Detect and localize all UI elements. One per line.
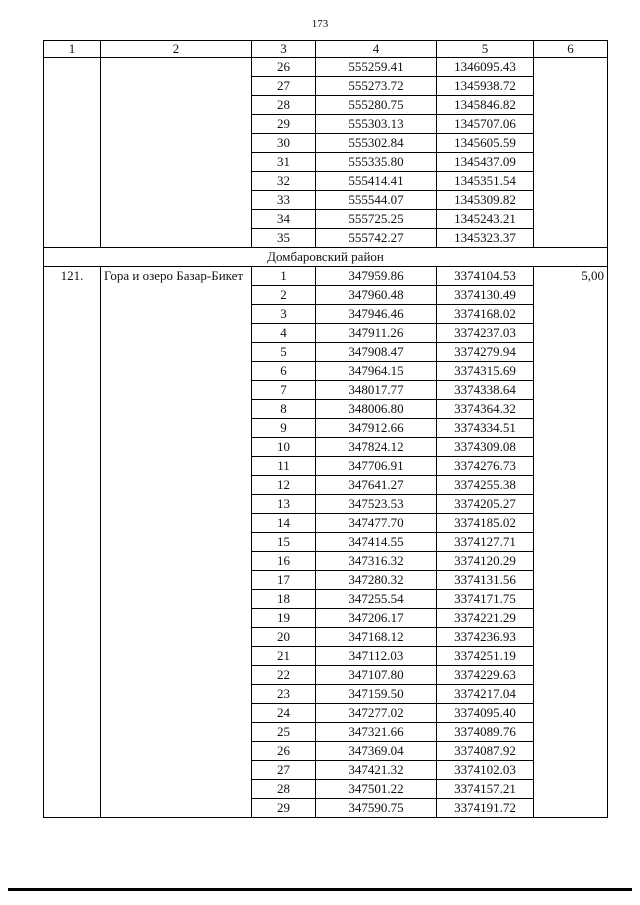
coord-x: 347206.17 <box>316 609 437 628</box>
coord-y: 3374315.69 <box>437 362 534 381</box>
coord-y: 3374236.93 <box>437 628 534 647</box>
coord-y: 3374205.27 <box>437 495 534 514</box>
coord-y: 1345309.82 <box>437 191 534 210</box>
coord-x: 555280.75 <box>316 96 437 115</box>
coord-y: 1345243.21 <box>437 210 534 229</box>
object-area: 5,00 <box>534 267 608 818</box>
coord-y: 3374309.08 <box>437 438 534 457</box>
header-row <box>44 41 608 58</box>
coord-y: 3374127.71 <box>437 533 534 552</box>
coord-x: 347255.54 <box>316 590 437 609</box>
header-cell-4: 4 <box>316 41 437 58</box>
coord-x: 347523.53 <box>316 495 437 514</box>
table-row <box>44 58 608 77</box>
point-number: 14 <box>252 514 316 533</box>
coord-x: 347960.48 <box>316 286 437 305</box>
coord-x: 347107.80 <box>316 666 437 685</box>
point-number: 16 <box>252 552 316 571</box>
coord-y: 1345605.59 <box>437 134 534 153</box>
point-number: 32 <box>252 172 316 191</box>
coord-y: 3374130.49 <box>437 286 534 305</box>
point-number: 29 <box>252 799 316 818</box>
coord-x: 347369.04 <box>316 742 437 761</box>
point-number: 15 <box>252 533 316 552</box>
coord-y: 1345846.82 <box>437 96 534 115</box>
coord-x: 347911.26 <box>316 324 437 343</box>
coord-y: 3374255.38 <box>437 476 534 495</box>
coord-y: 3374171.75 <box>437 590 534 609</box>
point-number: 4 <box>252 324 316 343</box>
header-cell-5: 5 <box>437 41 534 58</box>
point-number: 11 <box>252 457 316 476</box>
empty-cell <box>101 58 252 248</box>
header-cell-6: 6 <box>534 41 608 58</box>
coord-x: 347964.15 <box>316 362 437 381</box>
coord-y: 3374276.73 <box>437 457 534 476</box>
coord-x: 555544.07 <box>316 191 437 210</box>
point-number: 6 <box>252 362 316 381</box>
point-number: 3 <box>252 305 316 324</box>
coord-x: 347159.50 <box>316 685 437 704</box>
coord-x: 555303.13 <box>316 115 437 134</box>
coord-y: 3374338.64 <box>437 381 534 400</box>
coord-x: 555742.27 <box>316 229 437 248</box>
point-number: 9 <box>252 419 316 438</box>
point-number: 34 <box>252 210 316 229</box>
point-number: 27 <box>252 77 316 96</box>
header-cell-2: 2 <box>101 41 252 58</box>
point-number: 22 <box>252 666 316 685</box>
object-name: Гора и озеро Базар-Бикет <box>101 267 252 818</box>
coord-x: 347421.32 <box>316 761 437 780</box>
coord-y: 3374221.29 <box>437 609 534 628</box>
point-number: 17 <box>252 571 316 590</box>
coord-x: 347316.32 <box>316 552 437 571</box>
header-cell-1: 1 <box>44 41 101 58</box>
section-row <box>44 248 608 267</box>
coord-x: 555414.41 <box>316 172 437 191</box>
coord-y: 3374237.03 <box>437 324 534 343</box>
coord-y: 1345938.72 <box>437 77 534 96</box>
point-number: 12 <box>252 476 316 495</box>
coord-x: 347912.66 <box>316 419 437 438</box>
object-number: 121. <box>44 267 101 818</box>
coord-x: 555725.25 <box>316 210 437 229</box>
empty-cell <box>44 58 101 248</box>
coord-y: 3374217.04 <box>437 685 534 704</box>
coord-x: 347908.47 <box>316 343 437 362</box>
point-number: 33 <box>252 191 316 210</box>
section-title: Домбаровский район <box>44 248 608 267</box>
coord-x: 347641.27 <box>316 476 437 495</box>
coord-y: 1345323.37 <box>437 229 534 248</box>
coord-y: 3374168.02 <box>437 305 534 324</box>
coord-x: 347824.12 <box>316 438 437 457</box>
coord-x: 347706.91 <box>316 457 437 476</box>
point-number: 19 <box>252 609 316 628</box>
coord-x: 347414.55 <box>316 533 437 552</box>
coord-x: 347477.70 <box>316 514 437 533</box>
point-number: 5 <box>252 343 316 362</box>
coord-x: 347501.22 <box>316 780 437 799</box>
coord-y: 3374131.56 <box>437 571 534 590</box>
point-number: 25 <box>252 723 316 742</box>
point-number: 7 <box>252 381 316 400</box>
coord-x: 347280.32 <box>316 571 437 590</box>
empty-cell <box>534 58 608 248</box>
coord-y: 3374102.03 <box>437 761 534 780</box>
point-number: 21 <box>252 647 316 666</box>
point-number: 27 <box>252 761 316 780</box>
coord-y: 3374364.32 <box>437 400 534 419</box>
point-number: 26 <box>252 742 316 761</box>
coord-x: 555335.80 <box>316 153 437 172</box>
coord-y: 1345437.09 <box>437 153 534 172</box>
coord-x: 347590.75 <box>316 799 437 818</box>
coord-y: 3374089.76 <box>437 723 534 742</box>
coord-y: 3374229.63 <box>437 666 534 685</box>
point-number: 13 <box>252 495 316 514</box>
point-number: 18 <box>252 590 316 609</box>
coord-y: 3374334.51 <box>437 419 534 438</box>
point-number: 23 <box>252 685 316 704</box>
coord-y: 1345707.06 <box>437 115 534 134</box>
coord-y: 1345351.54 <box>437 172 534 191</box>
coord-y: 3374157.21 <box>437 780 534 799</box>
coord-y: 3374087.92 <box>437 742 534 761</box>
point-number: 31 <box>252 153 316 172</box>
table-row <box>44 267 608 286</box>
coord-x: 347946.46 <box>316 305 437 324</box>
coord-y: 3374120.29 <box>437 552 534 571</box>
coord-x: 555259.41 <box>316 58 437 77</box>
coord-y: 3374185.02 <box>437 514 534 533</box>
point-number: 2 <box>252 286 316 305</box>
point-number: 8 <box>252 400 316 419</box>
coord-y: 1346095.43 <box>437 58 534 77</box>
coord-x: 347112.03 <box>316 647 437 666</box>
coord-x: 347959.86 <box>316 267 437 286</box>
coord-x: 555302.84 <box>316 134 437 153</box>
point-number: 28 <box>252 96 316 115</box>
header-cell-3: 3 <box>252 41 316 58</box>
page-number: 173 <box>311 18 329 30</box>
coordinates-table <box>43 40 608 818</box>
point-number: 1 <box>252 267 316 286</box>
point-number: 35 <box>252 229 316 248</box>
footer-divider <box>8 888 632 891</box>
coord-y: 3374279.94 <box>437 343 534 362</box>
coord-x: 555273.72 <box>316 77 437 96</box>
point-number: 20 <box>252 628 316 647</box>
point-number: 10 <box>252 438 316 457</box>
coord-y: 3374095.40 <box>437 704 534 723</box>
point-number: 29 <box>252 115 316 134</box>
coord-x: 347277.02 <box>316 704 437 723</box>
coord-y: 3374191.72 <box>437 799 534 818</box>
coord-y: 3374104.53 <box>437 267 534 286</box>
coord-x: 348017.77 <box>316 381 437 400</box>
point-number: 26 <box>252 58 316 77</box>
point-number: 24 <box>252 704 316 723</box>
point-number: 30 <box>252 134 316 153</box>
coord-x: 347321.66 <box>316 723 437 742</box>
point-number: 28 <box>252 780 316 799</box>
coord-x: 348006.80 <box>316 400 437 419</box>
coord-x: 347168.12 <box>316 628 437 647</box>
coord-y: 3374251.19 <box>437 647 534 666</box>
